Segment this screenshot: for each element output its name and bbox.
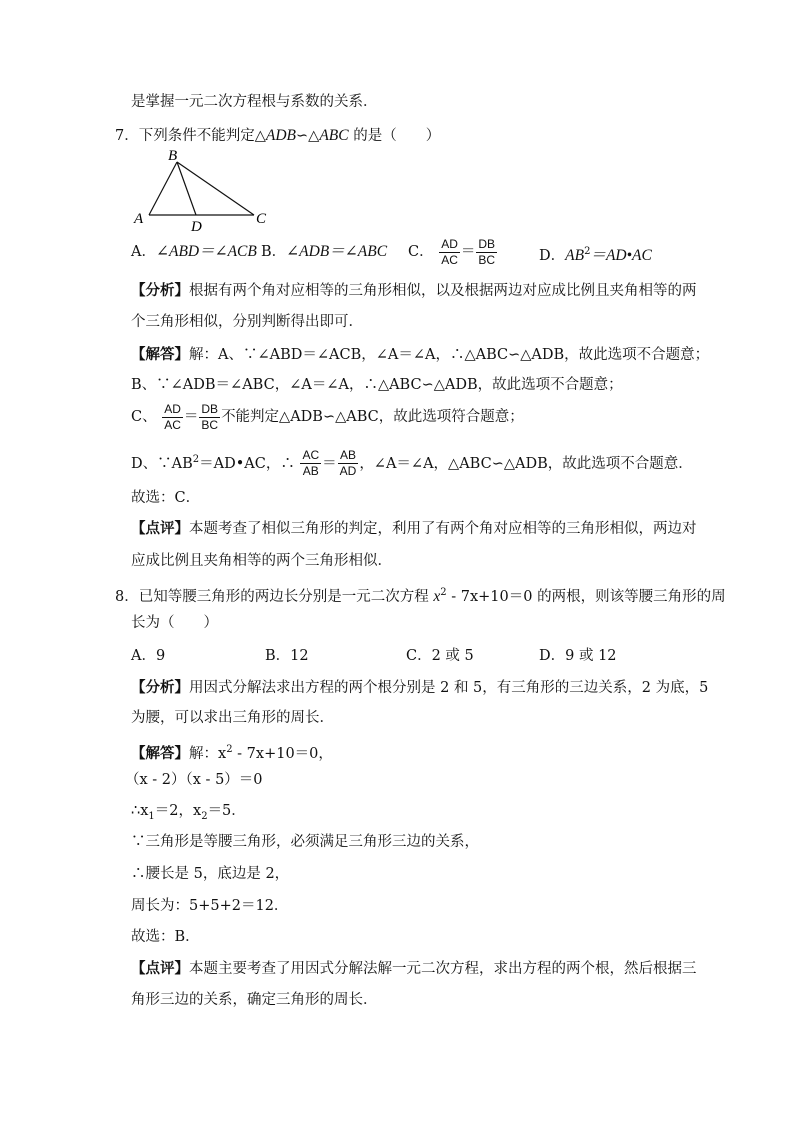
- option-a: A．∠ABD＝∠ACB: [131, 243, 257, 260]
- vertex-label-d: D: [191, 219, 202, 234]
- q7-analysis-line1: 【分析】根据有两个角对应相等的三角形相似，以及根据两边对应成比例且夹角相等的两: [131, 282, 697, 299]
- q7-answer-line2: B、∵∠ADB＝∠ABC，∠A＝∠A，∴△ABC∽△ADB，故此选项不合题意；: [131, 377, 623, 393]
- analysis-tag: 【分析】: [131, 679, 189, 696]
- option-c: C． $\frac{AD}{AC}$ ＝ $\frac{DB}{BC}$: [408, 236, 496, 267]
- q8-option-c: C．2 或 5: [406, 648, 474, 664]
- q7-answer-line4: D、$\because AB^2=AD•AC$，∴ $\frac{AC}{AB}$ ＝ $\frac{AB}{AD}$ ，∠A＝∠A，△ABC∽△ADB，故此选项不合题意．: [131, 448, 693, 479]
- q8-option-b: B．12: [265, 648, 309, 664]
- triangle-figure: [130, 146, 276, 234]
- q8-answer-line6: 周长为：5+5+2＝12．: [131, 898, 289, 914]
- question-number: 8．: [115, 588, 139, 605]
- q7-answer-line3: C、 $\frac{AD}{AC}$ ＝ $\frac{DB}{BC}$ 不能判定△ADB∽△ABC，故此选项符合题意；: [131, 401, 524, 432]
- q8-answer-line3: $\therefore x_1=2$，$x_2=5$．: [131, 803, 246, 822]
- q8-option-a: A．9: [131, 648, 166, 664]
- option-b: B．∠ADB＝∠ABC: [261, 243, 388, 260]
- q7-comment-line2: 应成比例且夹角相等的两个三角形相似．: [131, 553, 392, 569]
- question-number: 7．: [115, 128, 139, 144]
- option-d: D．$AB^2=AD•AC$: [539, 246, 652, 264]
- comment-tag: 【点评】: [131, 520, 189, 537]
- q8-comment-line2: 角形三边的关系，确定三角形的周长．: [131, 992, 378, 1008]
- q8-comment-line1: 【点评】本题主要考查了用因式分解法解一元二次方程，求出方程的两个根，然后根据三: [131, 960, 697, 977]
- q7-comment-line1: 【点评】本题考查了相似三角形的判定，利用了有两个角对应相等的三角形相似，两边对: [131, 520, 697, 537]
- comment-tag: 【点评】: [131, 960, 189, 977]
- vertex-label-a: A: [134, 211, 144, 227]
- q8-analysis-line2: 为腰，可以求出三角形的周长．: [131, 710, 334, 726]
- answer-tag: 【解答】: [131, 346, 189, 363]
- q7-answer-line1: 【解答】解：A、∵∠ABD＝∠ACB，∠A＝∠A，∴△ABC∽△ADB，故此选项不合题意；: [131, 346, 710, 363]
- question-8-stem-line1: 8．已知等腰三角形的两边长分别是一元二次方程 $x^2 - 7x+10=0$ 的两根，则该等腰三角形的周: [115, 587, 726, 605]
- q8-answer-choice: 故选：B．: [131, 929, 200, 945]
- q8-option-d: D．9 或 12: [539, 648, 617, 664]
- q8-answer-line4: ∵三角形是等腰三角形，必须满足三角形三边的关系，: [131, 834, 479, 850]
- q8-analysis-line1: 【分析】用因式分解法求出方程的两个根分别是 2 和 5，有三角形的三边关系，2 为底，5: [131, 679, 709, 696]
- vertex-label-b: B: [168, 148, 178, 164]
- question-8-stem-line2: 长为（ ）: [131, 615, 218, 631]
- fraction-ad-ac: $\frac{AD}{AC}$: [441, 236, 458, 267]
- vertex-label-c: C: [256, 211, 267, 227]
- q7-answer-choice: 故选：C．: [131, 490, 201, 506]
- intro-line: 是掌握一元二次方程根与系数的关系．: [131, 94, 378, 110]
- q7-analysis-line2: 个三角形相似，分别判断得出即可．: [131, 314, 363, 330]
- question-7-stem: 7．下列条件不能判定△ADB∽△ABC 的是（ ）: [115, 127, 441, 144]
- q8-answer-line2: （x - 2）（x - 5）＝0: [125, 772, 263, 788]
- analysis-tag: 【分析】: [131, 282, 189, 299]
- fraction-db-bc: $\frac{DB}{BC}$: [478, 236, 496, 267]
- q8-answer-line5: ∴腰长是 5，底边是 2，: [131, 866, 290, 882]
- answer-tag: 【解答】: [131, 744, 189, 762]
- q8-answer-line1: 【解答】解：$x^2 - 7x+10=0$，: [131, 744, 333, 762]
